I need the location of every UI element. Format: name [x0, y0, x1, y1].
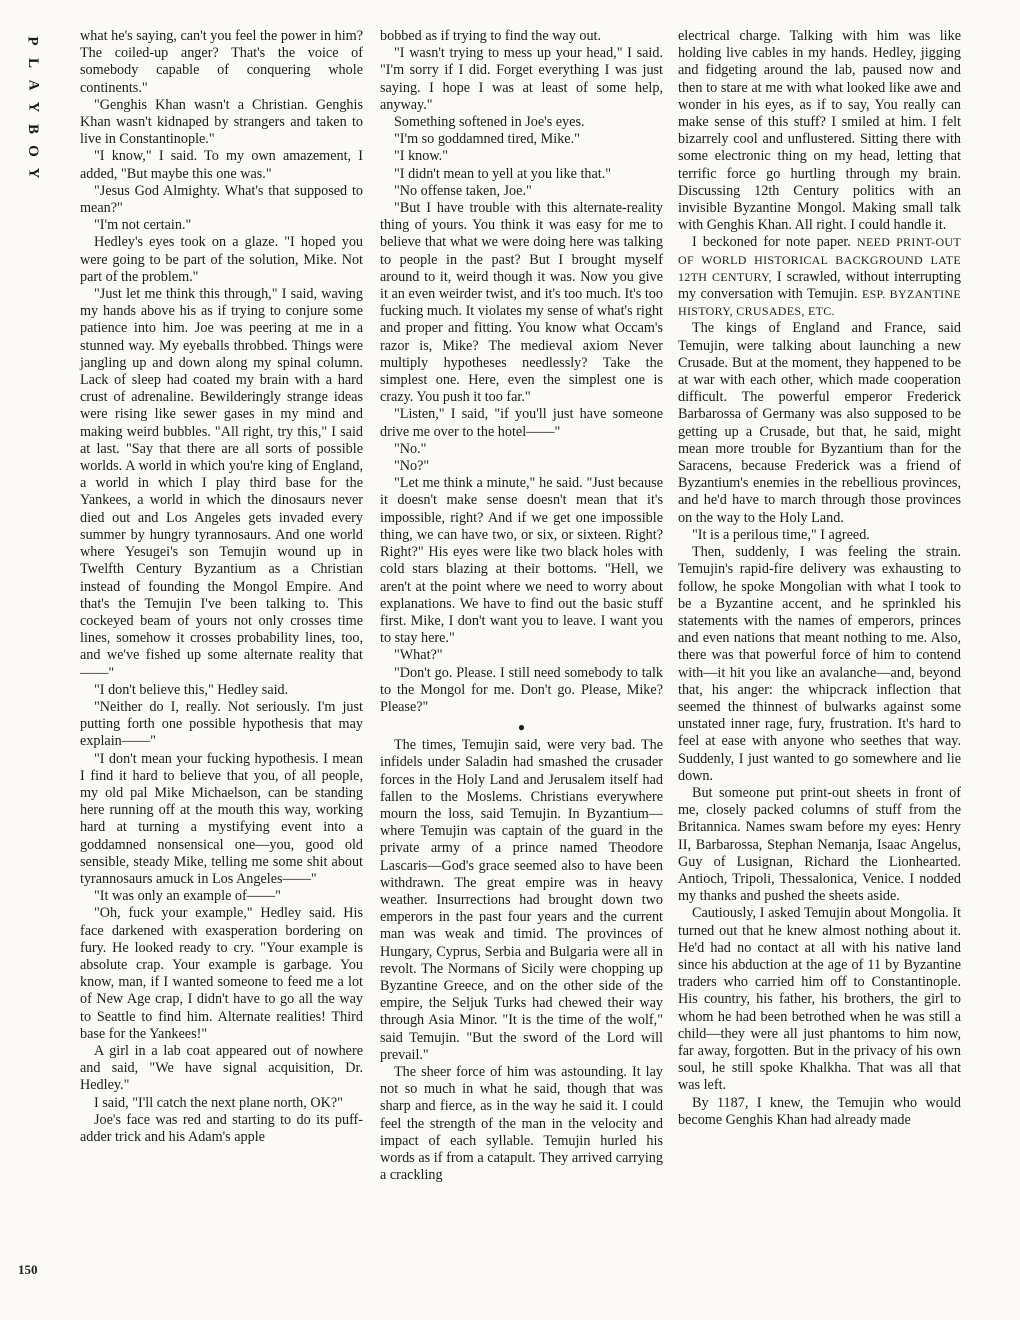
- section-break-bullet: ●: [517, 720, 526, 735]
- masthead-letter: P: [24, 36, 41, 46]
- paragraph: "It was only an example of——": [94, 888, 281, 905]
- paragraph: "But I have trouble with this alternate-reality thing of yours. You think it was easy for me to believe that what we were doing here was talking to people in the past? But I brought myself around to it, weird though it was. Now you give it an even weirder twist, and it's too much. It's too fucking much. It violates my sense of what's right and proper and fitting. You know what Occam's razor is, Mike? The medieval axiom Never multiply hypotheses needlessly? Take the simplest one. Here, even the simplest one is crazy. You push it too far.": [380, 200, 663, 406]
- text-column-2: [380, 28, 663, 1184]
- paragraph: "Neither do I, really. Not seriously. I'm just putting forth one possible hypothesis that may explain——": [80, 698, 363, 750]
- paragraph: "I know," I said. To my own amazement, I added, "But maybe this one was.": [80, 148, 363, 182]
- paragraph: "I'm so goddamned tired, Mike.": [394, 131, 580, 148]
- paragraph: "I don't mean your fucking hypothesis. I mean I find it hard to believe that you, of all people, my old pal Mike Michaelson, can be standing here running off at the mouth this way, working hard at turning a mystifying event into a goddamned nonsensical one—you, good old sensible, steady Mike, telling me some shit about tyrannosaurs amuck in Los Angeles——": [80, 750, 363, 887]
- paragraph: "Listen," I said, "if you'll just have someone drive me over to the hotel——": [380, 406, 663, 440]
- paragraph: "Oh, fuck your example," Hedley said. His face darkened with exasperation bordering on fury. He looked ready to cry. "Your example is absolute crap. Your example is garbage. You know, man, if I wanted someone to feed me a lot of New Age crap, I didn't have to go all the way to Seattle to find him. Alternate realities! Third base for the Yankees!": [80, 905, 363, 1042]
- paragraph: bobbed as if trying to find the way out.: [380, 28, 602, 44]
- paragraph: "I'm not certain.": [94, 217, 192, 234]
- paragraph: what he's saying, can't you feel the power in him? The coiled-up anger? That's the voice of somebody capable of conquering whole continents.": [80, 28, 363, 96]
- masthead-letter: B: [24, 123, 41, 135]
- paragraph: [678, 234, 961, 320]
- paragraph: I said, "I'll catch the next plane north, OK?": [94, 1094, 343, 1111]
- text-column-3: [678, 28, 961, 1129]
- paragraph: Hedley's eyes took on a glaze. "I hoped you were going to be part of the solution, Mike. Not part of the problem.": [80, 234, 363, 285]
- paragraph: Then, suddenly, I was feeling the strain. Temujin's rapid-fire delivery was exhausting to follow, he spoke Mongolian with what I took to be a Byzantine accent, and he sprinkled his statements with the names of emperors, princes and even nations that meant nothing to me. Also, there was that powerful force of him to contend with—it hit you like an avalanche—and, beyond that, his anger: the whipcrack inflection that seemed the thinnest of bulwarks against some unstated inner rage, fury, frustration. It's hard to feel at ease with anyone who seethes that way. Suddenly, I just wanted to go somewhere and lie down.: [678, 544, 961, 784]
- paragraph: "Let me think a minute," he said. "Just because it doesn't make sense doesn't mean that it's impossible, right? And if we get one impossible thing, we can have two, or six, or sixteen. Right? Right?" His eyes were like two black holes with cold stars blazing at their bottoms. "Hell, we aren't at the point where we need to worry about explanations. We have to find out the basic stuff first. Mike, I don't want you to leave. I want you to stay here.": [380, 475, 663, 647]
- masthead-letter: O: [24, 145, 41, 157]
- paragraph: By 1187, I knew, the Temujin who would become Genghis Khan had already made: [678, 1094, 961, 1128]
- paragraph: "What?": [394, 647, 443, 664]
- paragraph: But someone put print-out sheets in front of me, closely packed columns of stuff from the Britannica. Names swam before my eyes: Henry II, Barbarossa, Stephan Nemanja, Isaac Angelus, Guy of Lusignan, Richard the Lionhearted. Antioch, Tripoli, Thessalonica, Venice. I nodded my thanks and pushed the sheets aside.: [678, 784, 961, 905]
- paragraph: Something softened in Joe's eyes.: [394, 114, 585, 131]
- paragraph: "Jesus God Almighty. What's that supposed to mean?": [80, 182, 363, 217]
- note-text: ESP. BYZANTINE HISTORY, CRUSADES, ETC.: [678, 287, 962, 319]
- paragraph: "It is a perilous time," I agreed.: [692, 526, 870, 543]
- text-column-1: [80, 28, 363, 1146]
- paragraph: "I wasn't trying to mess up your head," I said. "I'm sorry if I did. Forget everything I was just saying. I hope I was at least of some help, anyway.": [380, 45, 663, 113]
- paragraph: electrical charge. Talking with him was like holding live cables in my hands. Hedley, jigging and fidgeting around the lab, paused now and then to stare at me with what looked like awe and wonder in his eyes, as if to say, You really can make sense of this stuff? I smiled at him. I felt bizarrely cool and unflustered. Sitting there with some electronic thing on my head, letting that terrific force go hurtling through my brain. Discussing 12th Century politics with an invisible Byzantine Mongol. Making small talk with Genghis Khan. All right. I could handle it.: [678, 28, 961, 234]
- paragraph-text: I scrawled, without interrupting my conversation with Temujin.: [678, 268, 961, 303]
- paragraph-text: I beckoned for note paper.: [692, 234, 851, 251]
- magazine-masthead: [22, 30, 44, 184]
- paragraph: Cautiously, I asked Temujin about Mongolia. It turned out that he knew almost nothing about it. He'd had no contact at all with his native land since his abduction at the age of 11 by Byzantine traders who carried him off to Constantinople. His country, his father, his brothers, the girl to whom he had been betrothed when he was still a child—they were all just phantoms to him now, far away, forgotten. But in the privacy of his own soul, he still spoke Khalkha. That was all that was left.: [678, 905, 961, 1094]
- note-text: NEED PRINT-OUT OF WORLD HISTORICAL BACKGROUND LATE 12TH CENTURY,: [678, 235, 962, 284]
- paragraph: A girl in a lab coat appeared out of nowhere and said, "We have signal acquisition, Dr. Hedley.": [80, 1042, 363, 1094]
- paragraph: The kings of England and France, said Temujin, were talking about launching a new Crusade. But at the moment, they happened to be at war with each other, which made cooperation difficult. The powerful emperor Frederick Barbarossa of Germany was also supposed to be getting up a Crusade, but that, he said, might mean more trouble for Byzantium than for the Saracens, because Frederick was a friend of Byzantium's enemies in the rebellious provinces, and he'd have to march through those provinces on the way to the Holy Land.: [678, 320, 961, 526]
- masthead-letter: A: [25, 79, 41, 91]
- paragraph: "Don't go. Please. I still need somebody to talk to the Mongol for me. Don't go. Please, Mike? Please?": [380, 664, 663, 715]
- paragraph: "Genghis Khan wasn't a Christian. Genghis Khan wasn't kidnaped by strangers and taken to live in Constantinople.": [80, 96, 363, 148]
- paragraph: "No offense taken, Joe.": [394, 182, 532, 199]
- paragraph: "No?": [394, 458, 430, 475]
- paragraph: "Just let me think this through," I said, waving my hands above his as if trying to conjure some patience into him. Joe was peering at me in a stunned way. My eyeballs throbbed. Things were jangling up and down along my spinal column. Lack of sleep had coated my brain with a hard crust of adrenaline. Bewilderingly strange ideas were rising like sewer gases in my mind and making weird bubbles. "All right, try this," I said at last. "Say that there are all sorts of possible worlds. A world in which you're king of England, a world in which I play third base for the Yankees, a world in which the dinosaurs never died out and Los Angeles gets invaded every summer by hungry tyrannosaurs. And one world where Yesugei's son Temujin wound up in Twelfth Century Byzantium as a Christian instead of founding the Mongol Empire. And that's the Temujin I've been talking to. This cockeyed beam of yours not only crosses time lines, somehow it crosses probability lines, too, and we've fished up some alternate reality that——": [80, 286, 363, 681]
- masthead-letter: Y: [25, 167, 41, 179]
- paragraph: "I know.": [394, 148, 449, 165]
- masthead-letter: L: [24, 57, 41, 69]
- paragraph: The times, Temujin said, were very bad. The infidels under Saladin had smashed the crusader forces in the Holy Land and Jerusalem itself had fallen to the Moslems. Christians everywhere mourn the loss, said Temujin. In Byzantium—where Temujin was captain of the guard in the private army of a prince named Theodore Lascaris—God's grace seemed also to have been withdrawn. The great empire was in heavy weather. Insurrections had brought down two emperors in the past four years and the current man was weak and timid. The provinces of Hungary, Cyprus, Serbia and Bulgaria were all in revolt. The Normans of Sicily were chopping up Byzantine Greece, and on the other side of the empire, the Seljuk Turks had chewed their way through Asia Minor. "It is the time of the wolf," said Temujin. "But the sword of the Lord will prevail.": [380, 737, 663, 1063]
- masthead-letter: Y: [25, 101, 41, 113]
- page-number: 150: [18, 1262, 38, 1277]
- paragraph: The sheer force of him was astounding. It lay not so much in what he said, though that was sharp and fierce, as in the way he said it. I could feel the strength of the man in the velocity and impact of each syllable. Temujin hurled his words as if from a catapult. They arrived carrying a crackling: [380, 1063, 663, 1184]
- paragraph: "No.": [394, 440, 427, 457]
- paragraph: Joe's face was red and starting to do its puff-adder trick and his Adam's apple: [80, 1111, 363, 1145]
- paragraph: "I didn't mean to yell at you like that.": [394, 165, 612, 182]
- paragraph: "I don't believe this," Hedley said.: [94, 681, 289, 698]
